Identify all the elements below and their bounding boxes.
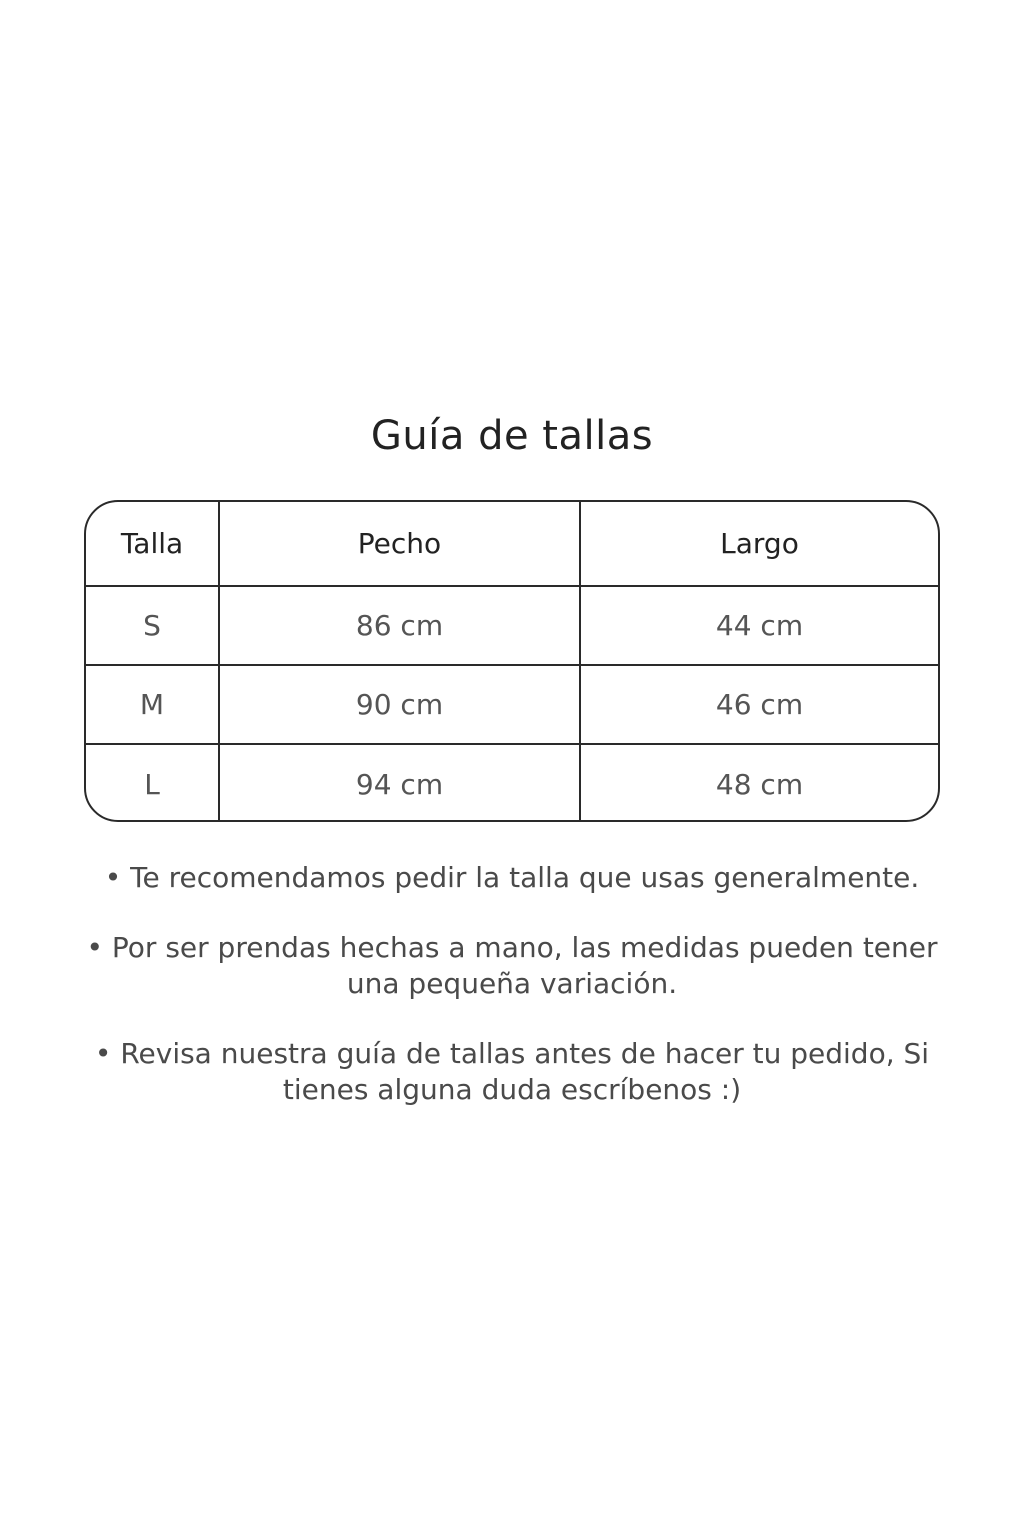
notes-section — [60, 860, 964, 1142]
length-cell: 48 cm — [715, 767, 804, 801]
length-cell: 44 cm — [580, 586, 938, 665]
size-table — [84, 500, 940, 822]
table-row — [86, 744, 938, 822]
length-cell: 46 cm — [580, 665, 938, 744]
column-header-pecho: Pecho — [219, 502, 580, 586]
size-cell: L — [86, 744, 219, 822]
table-row — [86, 665, 938, 744]
chest-cell: 86 cm — [219, 586, 580, 665]
size-cell: S — [86, 586, 219, 665]
note-recommendation: • Te recomendamos pedir la talla que usas generalmente. — [104, 861, 920, 894]
column-header-largo: Largo — [580, 502, 938, 586]
note-handmade-variation: • Por ser prendas hechas a mano, las medidas pueden tener una pequeña variación. — [86, 931, 938, 1000]
chest-cell: 94 cm — [219, 744, 580, 822]
table-row — [86, 586, 938, 665]
page-title: Guía de tallas — [370, 413, 654, 459]
note-check-guide: • Revisa nuestra guía de tallas antes de hacer tu pedido, Si tienes alguna duda escríbenos :) — [94, 1037, 930, 1106]
size-cell: M — [86, 665, 219, 744]
table-header-row — [86, 502, 938, 586]
chest-cell: 90 cm — [219, 665, 580, 744]
column-header-talla: Talla — [86, 502, 219, 586]
